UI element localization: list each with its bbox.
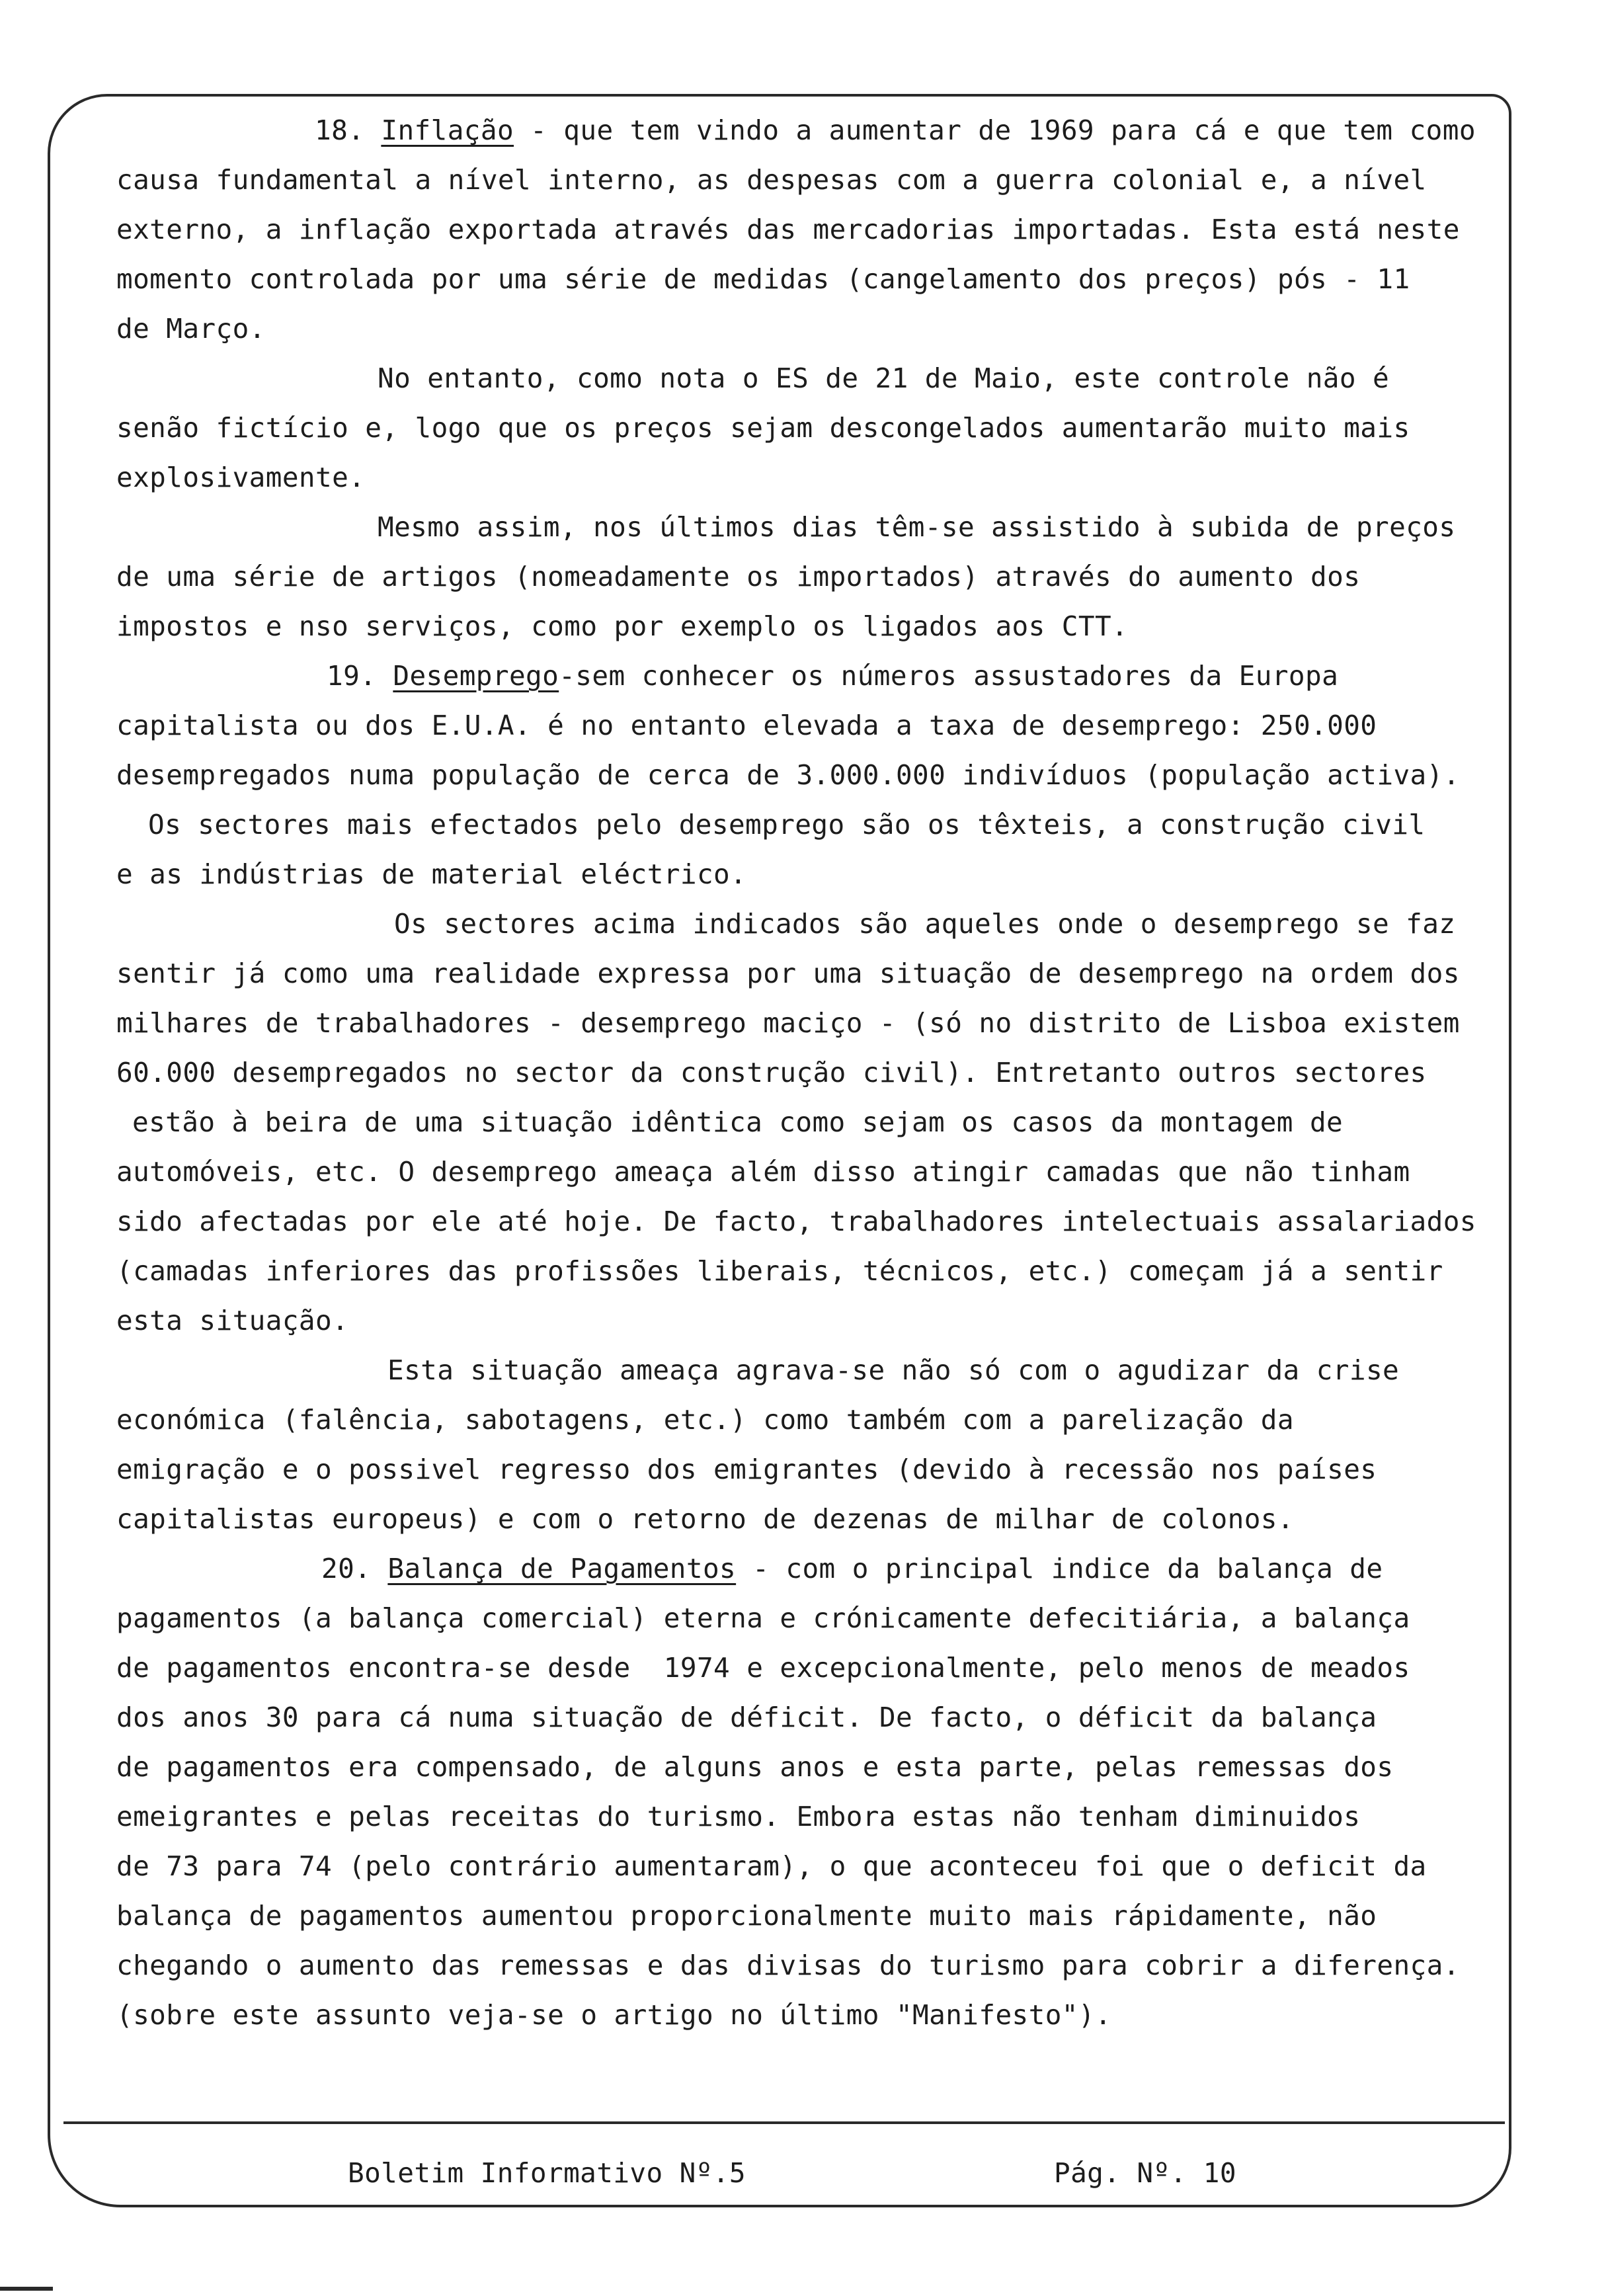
section-20-paragraph-1 [116, 1544, 1478, 2040]
text-line: 60.000 desempregados no sector da construção civil). Entretanto outros sectores [116, 1057, 1427, 1088]
text-line: Os sectores acima indicados são aqueles onde o desemprego se faz [394, 908, 1456, 940]
text-line: Mesmo assim, nos últimos dias têm-se assistido à subida de preços [378, 511, 1456, 543]
text-line: e as indústrias de material eléctrico. [116, 858, 747, 890]
text-line: de 73 para 74 (pelo contrário aumentaram), o que aconteceu foi que o deficit da [116, 1850, 1427, 1882]
section-18-paragraph-1 [116, 106, 1478, 354]
text-line: de pagamentos era compensado, de alguns anos e esta parte, pelas remessas dos [116, 1751, 1394, 1783]
text-line: (sobre este assunto veja-se o artigo no último "Manifesto"). [116, 1999, 1112, 2031]
section-19-paragraph-3 [116, 1346, 1478, 1544]
text-line: Os sectores mais efectados pelo desemprego são os têxteis, a construção civil [148, 809, 1426, 840]
text-line: sentir já como uma realidade expressa por uma situação de desemprego na ordem dos [116, 958, 1460, 989]
section-19-number: 19. [327, 660, 377, 692]
scan-edge-mark [0, 2287, 53, 2291]
section-18-title: Inflação [381, 114, 514, 146]
document-body [116, 106, 1478, 2040]
section-18-paragraph-3 [116, 503, 1478, 651]
section-19-title: Desemprego [393, 660, 559, 692]
text-line: estão à beira de uma situação idêntica como sejam os casos da montagem de [132, 1106, 1344, 1138]
text-line: (camadas inferiores das profissões liberais, técnicos, etc.) começam já a sentir [116, 1255, 1443, 1287]
text-line: No entanto, como nota o ES de 21 de Maio, este controle não é [378, 362, 1390, 394]
text-line: balança de pagamentos aumentou proporcionalmente muito mais rápidamente, não [116, 1900, 1377, 1932]
text-line: capitalista ou dos E.U.A. é no entanto elevada a taxa de desemprego: 250.000 [116, 710, 1377, 741]
text-line: capitalistas europeus) e com o retorno de dezenas de milhar de colonos. [116, 1503, 1294, 1535]
text-line: senão fictício e, logo que os preços sejam descongelados aumentarão muito mais [116, 412, 1410, 444]
text-line: de pagamentos encontra-se desde 1974 e excepcionalmente, pelo menos de meados [116, 1652, 1410, 1684]
text-line: impostos e nso serviços, como por exemplo os ligados aos CTT. [116, 610, 1129, 642]
text-line: momento controlada por uma série de medidas (cangelamento dos preços) pós - 11 [116, 263, 1410, 295]
text-line: de Março. [116, 313, 266, 345]
text-line: emeigrantes e pelas receitas do turismo. Embora estas não tenham diminuidos [116, 1801, 1361, 1832]
text-line: de uma série de artigos (nomeadamente os importados) através do aumento dos [116, 561, 1361, 593]
text-line: causa fundamental a nível interno, as despesas com a guerra colonial e, a nível [116, 164, 1427, 196]
text-line: -sem conhecer os números assustadores da Europa [559, 660, 1339, 692]
text-line: económica (falência, sabotagens, etc.) como também com a parelização da [116, 1404, 1294, 1436]
text-line: emigração e o possivel regresso dos emigrantes (devido à recessão nos países [116, 1454, 1377, 1485]
section-20-title: Balança de Pagamentos [387, 1553, 737, 1584]
text-line: dos anos 30 para cá numa situação de déficit. De facto, o déficit da balança [116, 1702, 1377, 1733]
footer-bulletin-title: Boletim Informativo Nº.5 [348, 2157, 746, 2189]
footer-divider [63, 2121, 1505, 2124]
footer-page-number: Pág. Nº. 10 [1054, 2157, 1236, 2189]
text-line: esta situação. [116, 1305, 349, 1336]
section-20-number: 20. [321, 1553, 372, 1584]
text-line: chegando o aumento das remessas e das divisas do turismo para cobrir a diferença. [116, 1949, 1460, 1981]
text-line: Esta situação ameaça agrava-se não só com o agudizar da crise [387, 1354, 1400, 1386]
section-18-paragraph-2 [116, 354, 1478, 503]
text-line: externo, a inflação exportada através das mercadorias importadas. Esta está neste [116, 214, 1460, 245]
text-line: milhares de trabalhadores - desemprego maciço - (só no distrito de Lisboa existem [116, 1007, 1460, 1039]
text-line: pagamentos (a balança comercial) eterna e crónicamente defecitiária, a balança [116, 1602, 1410, 1634]
text-line: sido afectadas por ele até hoje. De facto, trabalhadores intelectuais assalariados [116, 1206, 1476, 1237]
section-18-number: 18. [315, 114, 365, 146]
text-line: explosivamente. [116, 462, 366, 493]
text-line: - com o principal indice da balança de [752, 1553, 1383, 1584]
section-19-paragraph-1 [116, 651, 1478, 899]
text-line: automóveis, etc. O desemprego ameaça além disso atingir camadas que não tinham [116, 1156, 1410, 1188]
text-line: desempregados numa população de cerca de 3.000.000 indivíduos (população activa). [116, 759, 1460, 791]
text-line: - que tem vindo a aumentar de 1969 para cá e que tem como [530, 114, 1476, 146]
section-19-paragraph-2 [116, 899, 1478, 1346]
